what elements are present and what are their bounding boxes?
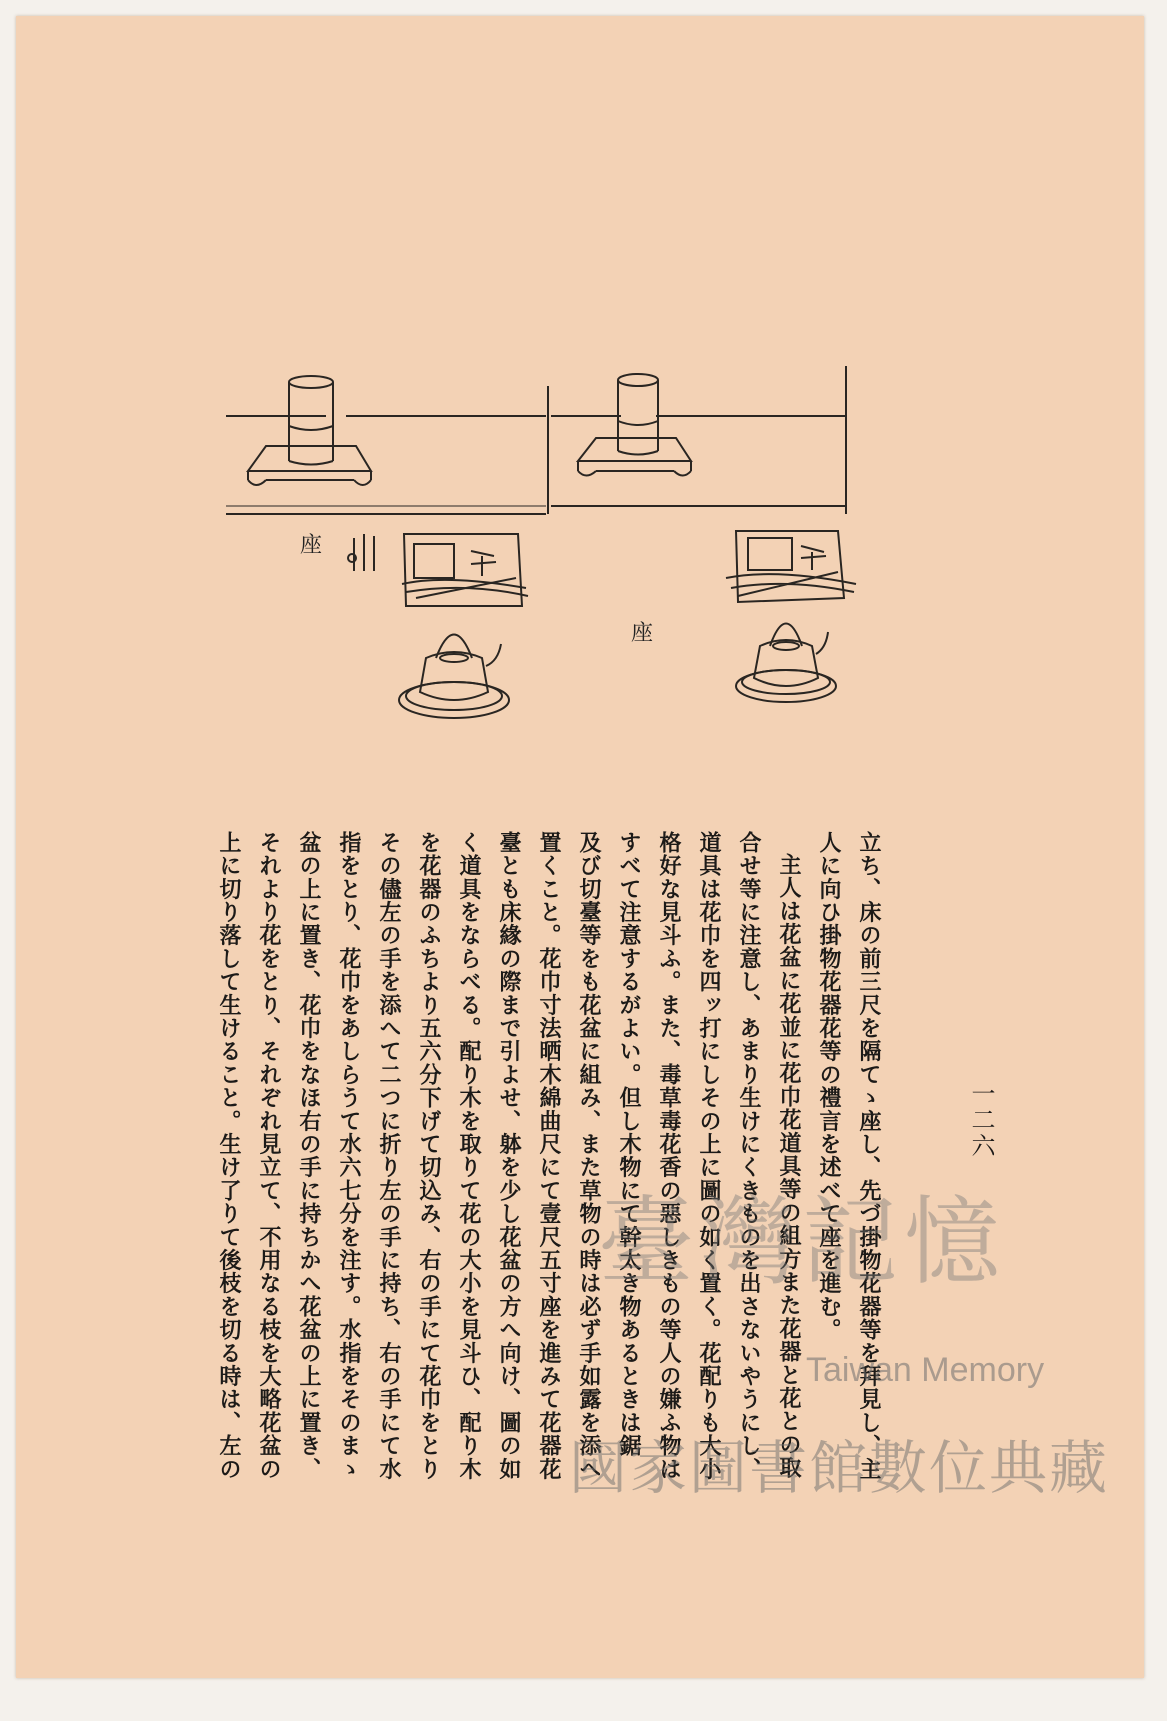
text-line: 道具は花巾を四ッ打にしその上に圖の如く置く。花配りも大小 bbox=[696, 831, 722, 1481]
text-line: 人に向ひ掛物花器花等の禮言を述べて座を進む。 bbox=[816, 831, 842, 1342]
illustration bbox=[226, 366, 926, 786]
text-line: 臺とも床緣の際まで引よせ、躰を少し花盆の方へ向け、圖の如 bbox=[496, 831, 522, 1481]
watermark-cjk: 國家圖書館數位典藏 bbox=[569, 1436, 1110, 1501]
right-panel bbox=[551, 366, 856, 702]
text-line: 指をとり、花巾をあしらうて水六七分を注す。水指をそのまゝ bbox=[336, 831, 362, 1481]
text-line: 主人は花盆に花並に花巾花道具等の組方また花器と花との取 bbox=[776, 853, 802, 1480]
figure-label-right: 座 bbox=[631, 621, 654, 646]
text-line: を花器のふちより五六分下げて切込み、右の手にて花巾をとり bbox=[416, 831, 442, 1481]
text-line: 上に切り落して生けること。生け了りて後枝を切る時は、左の bbox=[216, 831, 242, 1481]
text-line: すべて注意するがよい。但し木物にて幹太き物あるときは鋸 bbox=[616, 831, 642, 1458]
text-line: 合せ等に注意し、あまり生けにくきものを出さないやうにし、 bbox=[736, 831, 762, 1481]
left-panel bbox=[226, 376, 546, 718]
text-line: それより花をとり、それぞれ見立て、不用なる枝を大略花盆の bbox=[256, 831, 282, 1481]
figure-label-left: 座 bbox=[300, 533, 323, 558]
text-line: その儘左の手を添へて二つに折り左の手に持ち、右の手にて水 bbox=[376, 831, 402, 1481]
page-number: 一二六 bbox=[967, 1081, 995, 1159]
text-line: 及び切臺等をも花盆に組み、また草物の時は必ず手如露を添へ bbox=[576, 831, 602, 1481]
text-line: 立ち、床の前三尺を隔てゝ座し、先づ掛物花器等を拜見し、主 bbox=[856, 831, 882, 1481]
watermark-script: 臺灣記憶 bbox=[598, 1186, 1006, 1298]
watermark-latin: Taiwan Memory bbox=[806, 1351, 1045, 1389]
text-line: く道具をならべる。配り木を取りて花の大小を見斗ひ、配り木 bbox=[456, 831, 482, 1481]
illustration-drawing bbox=[226, 366, 926, 786]
text-line: 格好な見斗ふ。また、毒草毒花香の惡しきもの等人の嫌ふ物は bbox=[656, 831, 682, 1481]
text-line: 盆の上に置き、花巾をなほ右の手に持ちかへ花盆の上に置き、 bbox=[296, 831, 322, 1481]
scanned-page bbox=[16, 16, 1144, 1678]
text-line: 置くこと。花巾寸法晒木綿曲尺にて壹尺五寸座を進みて花器花 bbox=[536, 831, 562, 1481]
